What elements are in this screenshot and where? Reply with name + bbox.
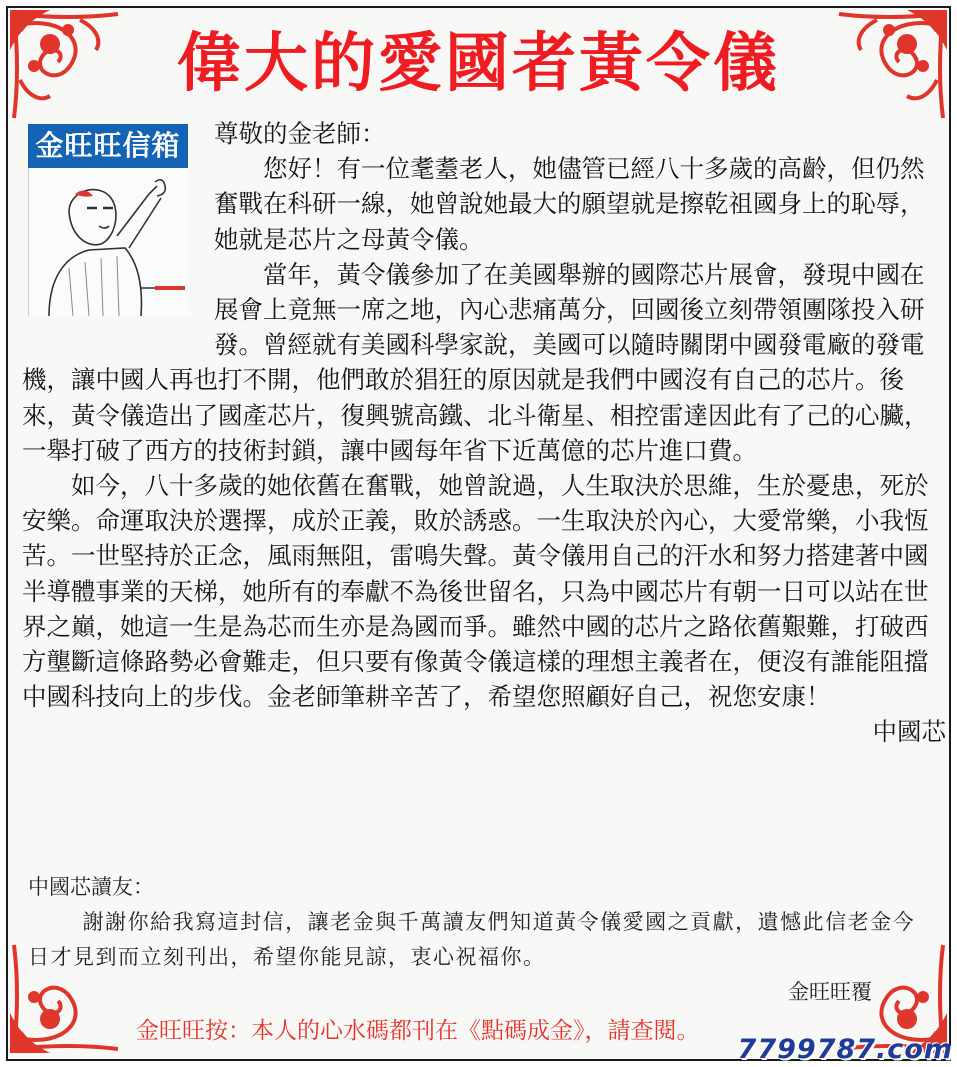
letter-signature: 中國芯	[872, 717, 946, 747]
editor-note: 金旺旺按：本人的心水碼都刊在《點碼成金》，請查閱。	[136, 1018, 700, 1044]
site-watermark: 7799787.com	[737, 1034, 953, 1065]
reply-section	[28, 870, 928, 1010]
reply-signature: 金旺旺覆	[788, 980, 872, 1004]
floral-corner-icon	[10, 10, 122, 122]
letter-body	[22, 116, 948, 750]
illustration-spacer	[22, 116, 214, 354]
letter-paragraph: 如今，八十多歲的她依舊在奮戰，她曾說過，人生取決於思維，生於憂患，死於安樂。命運取決於選擇，成於正義，敗於誘惑。一生取決於內心，大愛常樂，小我恆苦。一世堅持於正念，風雨無阻，雷鳴失聲。黃令儀用自己的汗水和努力搭建著中國半導體事業的天梯，她所有的奉獻不為後世留名，只為中國芯片有朝一日可以站在世界之巔，她這一生是為芯而生亦是為國而爭。雖然中國的芯片之路依舊艱難，打破西方壟斷這條路勢必會難走，但只要有像黃令儀這樣的理想主義者在，便沒有誰能阻擋中國科技向上的步伐。金老師筆耕辛苦了，希望您照顧好自己，祝您安康！	[22, 471, 929, 712]
letter-salutation: 尊敬的金老師：	[214, 119, 386, 148]
column-badge: 金旺旺信箱	[28, 124, 188, 168]
floral-corner-icon	[835, 10, 947, 122]
letter-paragraph: 當年，黃令儀參加了在美國舉辦的國際芯片展會，發現中國在展會上竟無一席之地，內心悲痛萬分，回國後立刻帶領團隊投入研發。曾經就有美國科學家說，美國可以隨時關閉中國發電廠的發電機，讓中國人再也打不開，他們敢於猖狂的原因就是我們中國沒有自己的芯片。後來，黃令儀造出了國產芯片，復興號高鐵、北斗衛星、相控雷達因此有了己的心臟，一舉打破了西方的技術封鎖，讓中國每年省下近萬億的芯片進口費。	[22, 259, 929, 465]
reply-salutation: 中國芯讀友：	[28, 875, 154, 899]
newspaper-clipping	[6, 6, 951, 1061]
letter-paragraph: 您好！有一位耄耋老人，她儘管已經八十多歲的高齡，但仍然奮戰在科研一線，她曾說她最大的願望就是擦乾祖國身上的恥辱，她就是芯片之母黃令儀。	[214, 154, 925, 254]
reply-body: 謝謝你給我寫這封信，讓老金與千萬讀友們知道黃令儀愛國之貢獻，遺憾此信老金今日才見到而立刻刊出，希望你能見諒，衷心祝福你。	[28, 910, 916, 969]
page-title: 偉大的愛國者黃令儀	[177, 26, 780, 101]
